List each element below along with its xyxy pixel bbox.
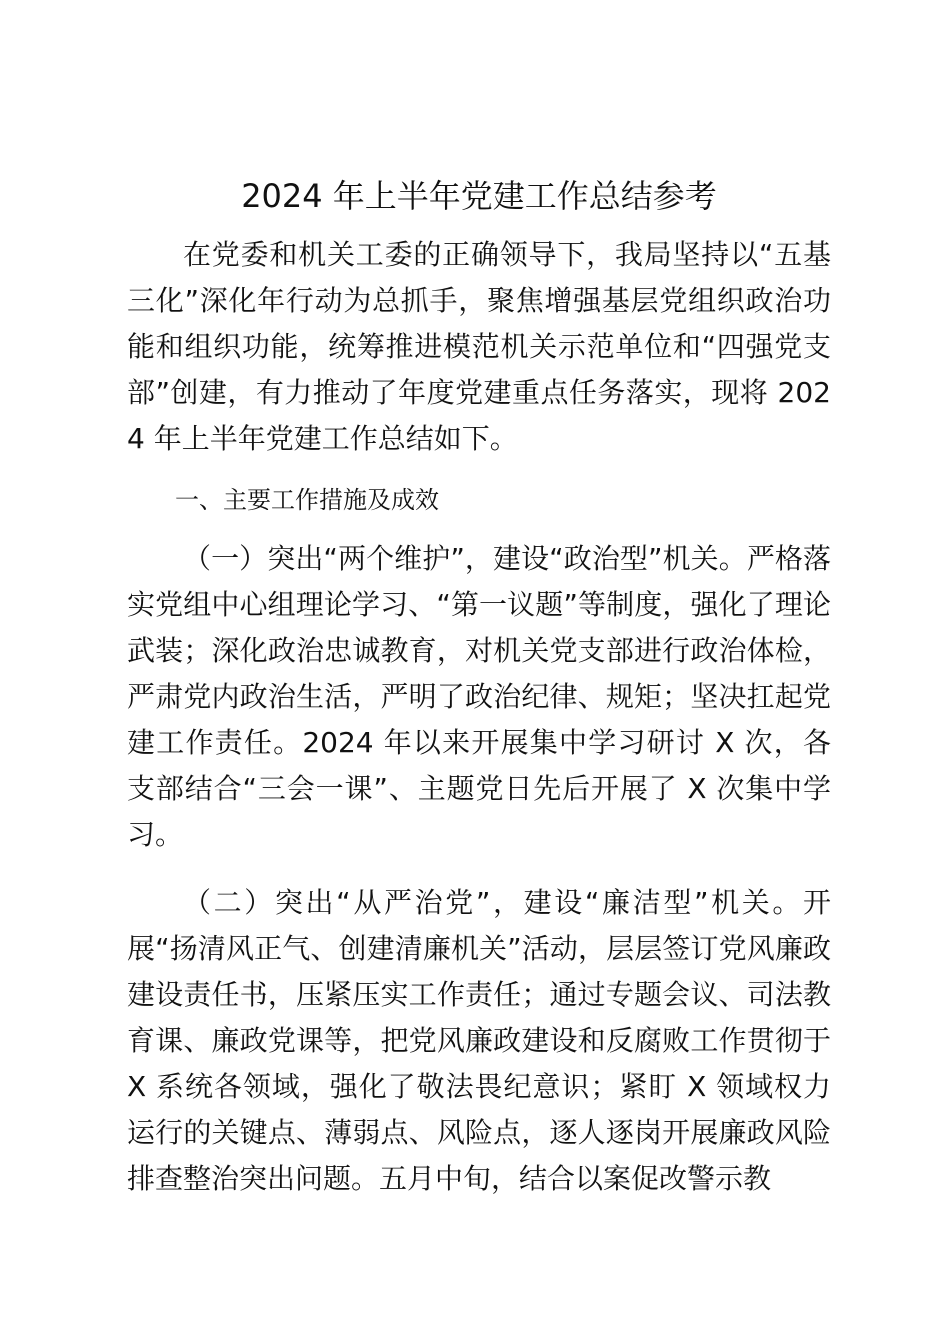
- paragraph-2: （二）突出“从严治党”，建设“廉洁型”机关。开展“扬清风正气、创建清廉机关”活动，层层签订党风廉政建设责任书，压紧压实工作责任；通过专题会议、司法教育课、廉政党课等，把党风廉政建设和反腐败工作贯彻于 X 系统各领域，强化了敬法畏纪意识；紧盯 X 领域权力运行的关键点、薄弱点、风险点，逐人逐岗开展廉政风险排查整治突出问题。五月中旬，结合以案促改警示教: [127, 886, 831, 1195]
- document-page: [127, 170, 831, 1202]
- paragraph-1: （一）突出“两个维护”，建设“政治型”机关。严格落实党组中心组理论学习、“第一议题”等制度，强化了理论武装；深化政治忠诚教育，对机关党支部进行政治体检，严肃党内政治生活，严明了政治纪律、规矩；坚决扛起党建工作责任。2024 年以来开展集中学习研讨 X 次，各支部结合“三会一课”、主题党日先后开展了 X 次集中学习。: [127, 542, 831, 851]
- document-title: 2024 年上半年党建工作总结参考: [241, 177, 717, 215]
- intro-paragraph: 在党委和机关工委的正确领导下，我局坚持以“五基三化”深化年行动为总抓手，聚焦增强基层党组织政治功能和组织功能，统筹推进模范机关示范单位和“四强党支部”创建，有力推动了年度党建重点任务落实，现将 2024 年上半年党建工作总结如下。: [127, 238, 831, 455]
- section-heading: 一、主要工作措施及成效: [175, 486, 439, 514]
